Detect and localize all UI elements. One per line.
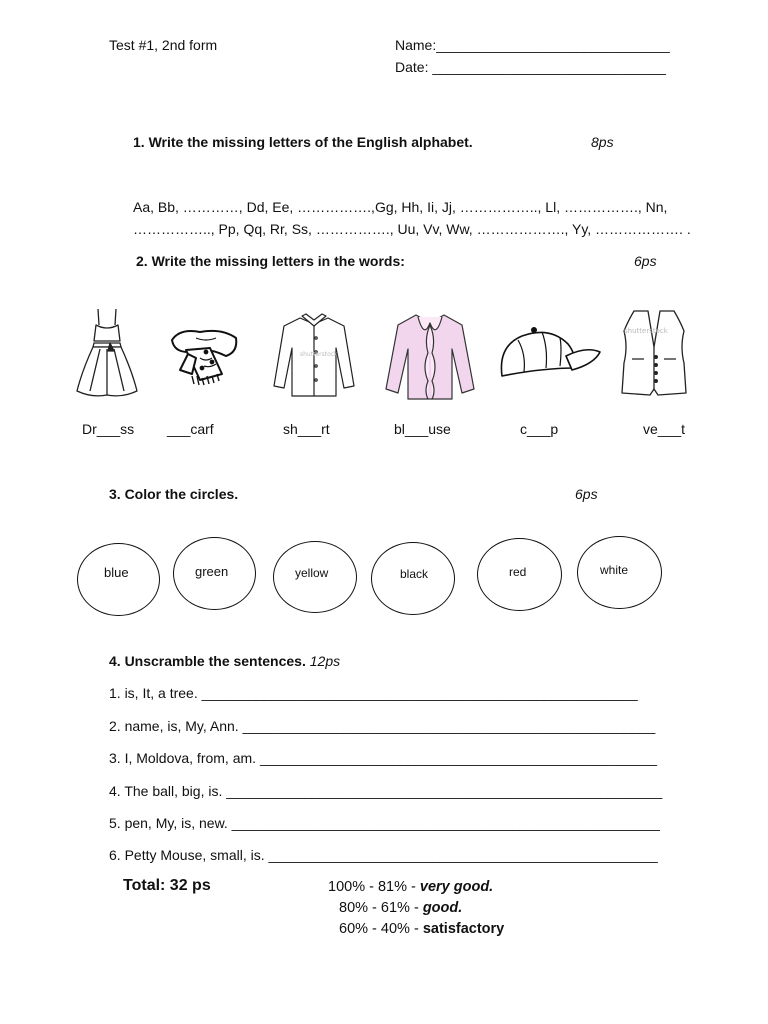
grade-mark: satisfactory (422, 921, 505, 937)
circle-green[interactable] (173, 537, 256, 610)
alphabet-line-2: …………….., Pp, Qq, Rr, Ss, ……………., Uu, Vv, Ww, ………………., Yy, ………………. . (133, 221, 691, 237)
dress-icon (74, 305, 140, 401)
task4-header (109, 653, 340, 669)
circle-label: black (400, 567, 429, 581)
vest-icon (618, 307, 690, 401)
circle-yellow[interactable] (273, 541, 357, 613)
circle-red[interactable] (477, 538, 562, 611)
alphabet-line-1: Aa, Bb, …………, Dd, Ee, …………….,Gg, Hh, Ii, Jj, …………….., Ll, ……………., Nn, (133, 199, 668, 215)
circle-white[interactable] (577, 536, 662, 609)
grade-mark: very good. (419, 879, 494, 895)
name-field[interactable]: Name:______________________________ (395, 37, 670, 53)
circle-label: white (600, 563, 629, 577)
grade-line-1 (328, 879, 493, 895)
task3-title: 3. Color the circles. (109, 486, 239, 502)
grade-range: 60% - 40% - (339, 921, 423, 937)
grade-range: 100% - 81% - (328, 879, 420, 895)
sentence-line-5[interactable]: 5. pen, My, is, new. _______________________________________________________ (109, 815, 660, 831)
word-vest: ve___t (643, 421, 686, 437)
sentence-line-2[interactable]: 2. name, is, My, Ann. _____________________________________________________ (109, 718, 656, 734)
task2-title: 2. Write the missing letters in the words: (136, 253, 405, 269)
word-cap: c___p (520, 421, 559, 437)
svg-text:shutterstock: shutterstock (300, 351, 338, 358)
word-scarf: ___carf (167, 421, 214, 437)
task4-title: 4. Unscramble the sentences. (109, 653, 306, 669)
grade-line-2 (339, 900, 462, 916)
sentence-line-3[interactable]: 3. I, Moldova, from, am. ___________________________________________________ (109, 750, 658, 766)
date-field[interactable]: Date: ______________________________ (395, 59, 666, 75)
scarf-icon (166, 322, 242, 388)
word-dress: Dr___ss (82, 421, 135, 437)
circle-blue[interactable] (77, 543, 160, 616)
test-title: Test #1, 2nd form (109, 37, 218, 53)
word-blouse: bl___use (394, 421, 451, 437)
task3-points: 6ps (575, 486, 598, 502)
circle-label: blue (104, 565, 129, 580)
blouse-icon (382, 309, 478, 401)
sentence-line-6[interactable]: 6. Petty Mouse, small, is. __________________________________________________ (109, 847, 658, 863)
circle-label: green (195, 564, 229, 579)
circle-label: yellow (295, 566, 329, 580)
grade-mark: good. (422, 900, 463, 916)
task4-points: 12ps (309, 653, 341, 669)
shirt-icon (270, 312, 358, 398)
sentence-line-4[interactable]: 4. The ball, big, is. ________________________________________________________ (109, 783, 663, 799)
word-shirt: sh___rt (283, 421, 330, 437)
circle-label: red (509, 565, 527, 579)
grade-line-3 (339, 921, 504, 937)
task1-points: 8ps (591, 134, 614, 150)
task1-title: 1. Write the missing letters of the English alphabet. (133, 134, 473, 150)
cap-icon (496, 324, 604, 392)
grade-range: 80% - 61% - (339, 900, 423, 916)
sentence-line-1[interactable]: 1. is, It, a tree. ________________________________________________________ (109, 685, 638, 701)
total-label: Total: 32 ps (123, 877, 211, 894)
task2-points: 6ps (634, 253, 657, 269)
shutterstock-watermark: shutterstock (624, 327, 668, 335)
circle-black[interactable] (371, 542, 455, 615)
